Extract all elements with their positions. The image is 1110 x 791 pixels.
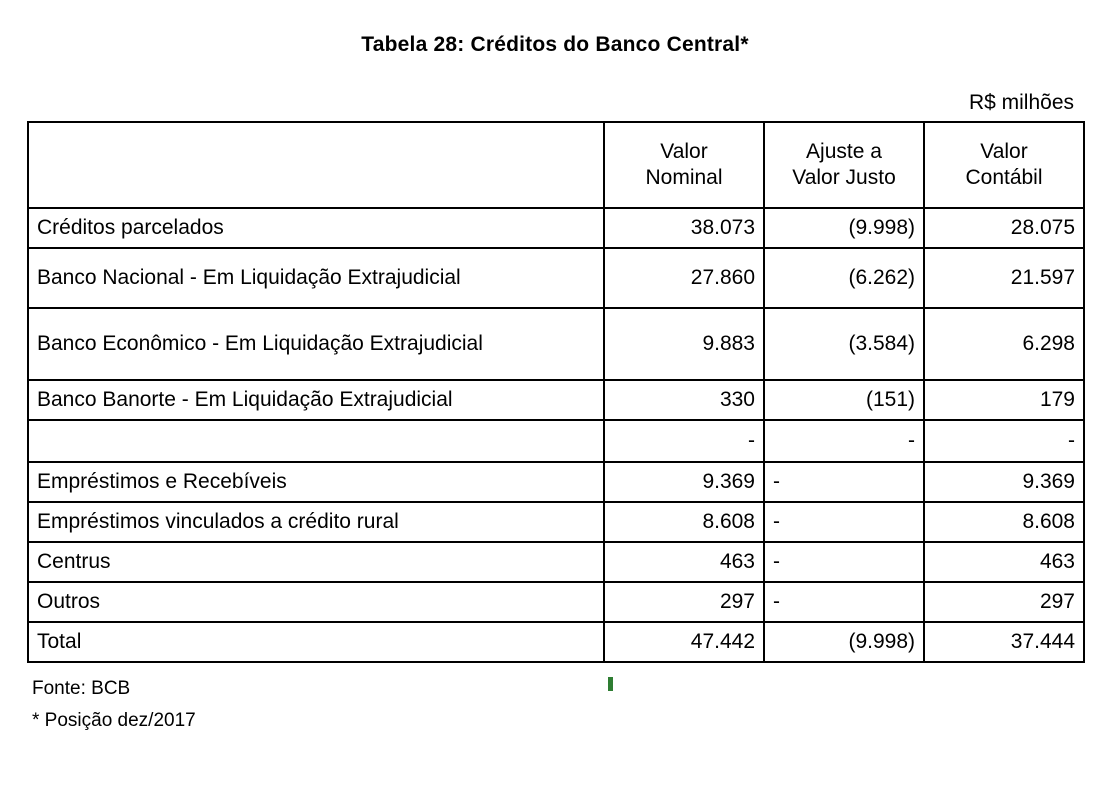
row-valor-nominal: 297 [604, 582, 764, 622]
row-ajuste-valor-justo: - [764, 582, 924, 622]
row-ajuste-valor-justo: (3.584) [764, 308, 924, 380]
row-ajuste-valor-justo: - [764, 502, 924, 542]
footnote-position: * Posição dez/2017 [32, 710, 196, 732]
row-valor-contabil: 297 [924, 582, 1084, 622]
table-row [28, 380, 1084, 420]
table-row [28, 462, 1084, 502]
row-valor-contabil: 8.608 [924, 502, 1084, 542]
row-valor-nominal: 47.442 [604, 622, 764, 662]
footnote-source: Fonte: BCB [32, 678, 131, 699]
document-page [0, 33, 1110, 791]
table-row [28, 502, 1084, 542]
row-valor-nominal: 27.860 [604, 248, 764, 308]
table-header-row [28, 122, 1084, 208]
table-row [28, 582, 1084, 622]
table-row [28, 420, 1084, 462]
row-label: Créditos parcelados [28, 208, 604, 248]
row-valor-contabil: 463 [924, 542, 1084, 582]
column-header-valor-nominal [604, 122, 764, 208]
row-valor-nominal: 9.883 [604, 308, 764, 380]
row-label: Outros [28, 582, 604, 622]
row-label [28, 420, 604, 462]
page-title: Tabela 28: Créditos do Banco Central* [361, 33, 749, 56]
footnotes [32, 673, 1110, 738]
table-row [28, 248, 1084, 308]
table-row [28, 308, 1084, 380]
column-header-ajuste-valor-justo [764, 122, 924, 208]
row-valor-contabil: 6.298 [924, 308, 1084, 380]
table-row [28, 208, 1084, 248]
column-header-contabil-line2: Contábil [965, 166, 1043, 189]
credits-table [27, 121, 1085, 663]
row-valor-contabil: 28.075 [924, 208, 1084, 248]
column-header-valor-nominal-line1: Valor [660, 139, 708, 163]
row-ajuste-valor-justo: - [764, 420, 924, 462]
column-header-valor-nominal-line2: Nominal [645, 166, 723, 189]
row-valor-nominal: 8.608 [604, 502, 764, 542]
row-valor-nominal: 9.369 [604, 462, 764, 502]
row-ajuste-valor-justo: (9.998) [764, 208, 924, 248]
row-valor-nominal: - [604, 420, 764, 462]
green-marker-icon [608, 677, 613, 691]
row-valor-contabil: 21.597 [924, 248, 1084, 308]
unit-label: R$ milhões [968, 91, 1074, 114]
row-valor-contabil: 37.444 [924, 622, 1084, 662]
row-ajuste-valor-justo: (9.998) [764, 622, 924, 662]
row-valor-nominal: 463 [604, 542, 764, 582]
row-valor-contabil: 179 [924, 380, 1084, 420]
row-label: Total [28, 622, 604, 662]
row-valor-contabil: - [924, 420, 1084, 462]
column-header-ajuste-line2: Valor Justo [792, 166, 896, 189]
row-ajuste-valor-justo: (6.262) [764, 248, 924, 308]
column-header-label [28, 122, 604, 208]
table-row [28, 542, 1084, 582]
row-ajuste-valor-justo: - [764, 462, 924, 502]
column-header-ajuste-line1: Ajuste a [806, 139, 882, 163]
row-valor-nominal: 38.073 [604, 208, 764, 248]
row-valor-contabil: 9.369 [924, 462, 1084, 502]
row-ajuste-valor-justo: - [764, 542, 924, 582]
column-header-contabil-line1: Valor [980, 139, 1028, 163]
row-valor-nominal: 330 [604, 380, 764, 420]
row-label: Banco Econômico - Em Liquidação Extrajudicial [28, 308, 604, 380]
row-ajuste-valor-justo: (151) [764, 380, 924, 420]
row-label: Empréstimos vinculados a crédito rural [28, 502, 604, 542]
row-label: Banco Banorte - Em Liquidação Extrajudicial [28, 380, 604, 420]
row-label: Banco Nacional - Em Liquidação Extrajudicial [28, 248, 604, 308]
row-label: Centrus [28, 542, 604, 582]
column-header-valor-contabil [924, 122, 1084, 208]
row-label: Empréstimos e Recebíveis [28, 462, 604, 502]
table-row-total [28, 622, 1084, 662]
